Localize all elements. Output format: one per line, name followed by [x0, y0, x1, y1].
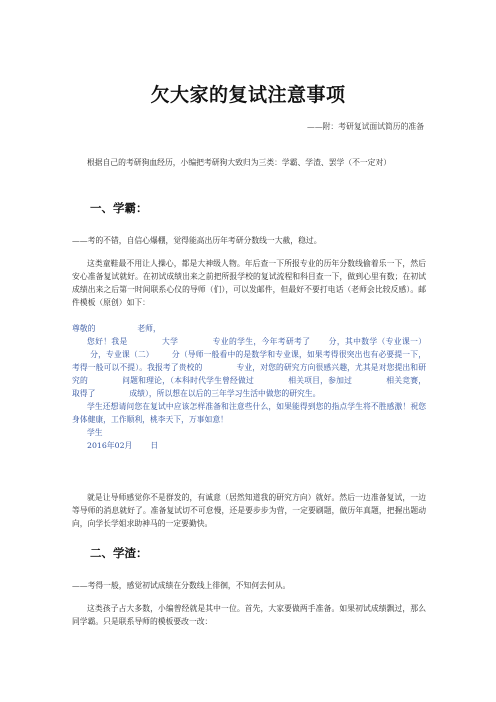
letter-body-7: 专业，对您的研究方向很感兴趣，尤其是对您提出和研究的	[72, 363, 426, 385]
letter-body-2: 大学	[161, 337, 179, 346]
letter-body-3: 专业的学生，今年考研考了	[212, 337, 311, 346]
letter-body-5: 分，专业课（二）	[90, 350, 154, 359]
email-template	[72, 322, 426, 452]
section-paragraph-xueba: 这类童鞋最不用让人操心，都是大神级人物。年后查一下所报专业的历年分数线偷着乐一下，然后安心准备复试就好。在初试成绩出来之前把所报学校的复试流程和科目查一下，做到心里有数；在初试成绩出来之后第一时间联系心仪的导师（们），可以发邮件，但最好不要打电话（老师会比较反感）。邮件模板（原创）如下：	[72, 259, 426, 307]
letter-body-6: 分（导师一般看中的是数学和专业课，如果考得很突出也有必要提一下，考得一般可以不提）。我报考了贵校的	[72, 350, 426, 372]
letter-body	[72, 335, 426, 400]
section-after-xueba: 就是让导师感觉你不是群发的，有诚意（居然知道我的研究方向）就好。然后一边准备复试，一边等导师的消息就好了。准备复试切不可怠慢，还是要步步为营，一定要刷题，做历年真题，把握出题动向，向学长学姐求助神马的一定要勤快。	[72, 493, 426, 528]
letter-body-1: 您好！我是	[87, 337, 128, 346]
section-lead-xueba: ——考的不错，自信心爆棚，觉得能高出历年考研分数线一大截，稳过。	[72, 236, 322, 245]
page-title: 欠大家的复试注意事项	[150, 84, 346, 106]
letter-body-10: 相关竞赛，取得了	[72, 376, 427, 398]
section-heading-xuezha: 二、学渣：	[90, 546, 148, 560]
letter-body-9: 相关项目，参加过	[288, 376, 353, 385]
letter-body-11: 成绩），所以想在以后的三年学习生活中做您的研究生。	[129, 389, 321, 398]
letter-greeting	[72, 322, 426, 335]
letter-sign: 学生	[87, 428, 103, 437]
letter-date-post: 日	[150, 441, 159, 450]
section-lead-xuezha: ——考得一般，感觉初试成绩在分数线上徘徊，不知何去何从。	[72, 581, 291, 590]
letter-closing: 学生还想请问您在复试中应该怎样准备和注意些什么，如果能得到您的指点学生将不胜感激！祝您身体健康，工作顺利，桃李天下，万事如意！	[72, 402, 426, 424]
letter-greeting-post: 老师，	[137, 324, 161, 333]
letter-date	[72, 439, 426, 452]
intro-paragraph: 根据自己的考研狗血经历，小编把考研狗大致归为三类：学霸、学渣、罢学（不一定对）	[87, 158, 392, 167]
letter-greeting-pre: 尊敬的	[72, 324, 96, 333]
letter-body-8: 问题和理论，（本科时代学生曾经做过	[121, 376, 255, 385]
section-paragraph-xuezha: 这类孩子占大多数，小编曾经就是其中一位。首先，大家要做两手准备。如果初试成绩飘过，那么同学霸。只是联系导师的模板要改一改：	[72, 604, 426, 626]
letter-date-pre: 2016年02月	[87, 441, 133, 450]
letter-body-4: 分，其中数学（专业课一）	[328, 337, 427, 346]
page-subtitle: ——附：考研复试面试简历的准备	[307, 122, 424, 131]
section-heading-xueba: 一、学霸：	[90, 201, 148, 215]
